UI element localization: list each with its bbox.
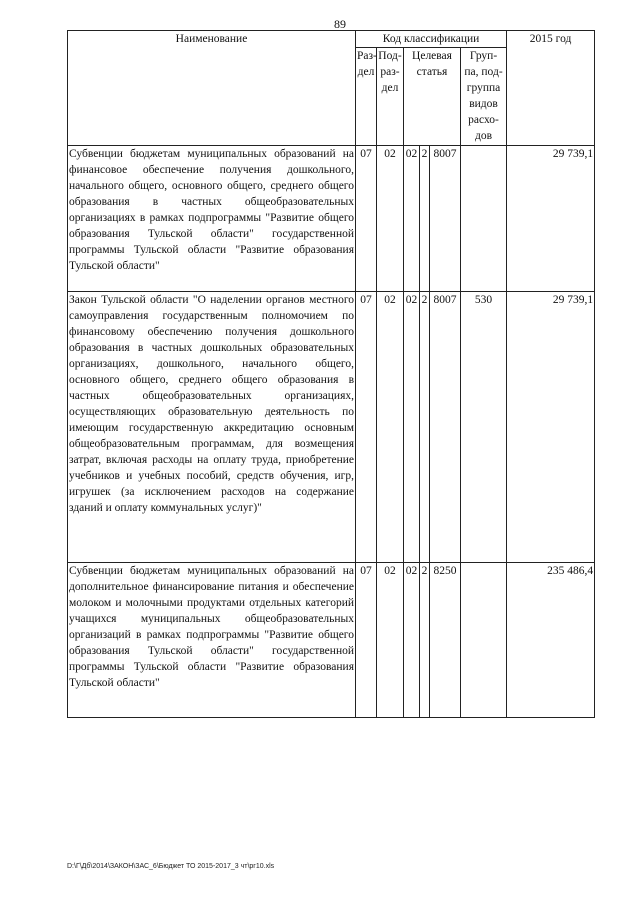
- header-subsection: Под- раз- дел: [377, 48, 404, 146]
- file-path-footer: D:\Г\Дб\2014\ЗАКОН\ЗАС_6\Бюджет ТО 2015-2017_3 чт\рг10.xls: [67, 863, 275, 870]
- page-number: 89: [334, 17, 346, 31]
- header-year: 2015 год: [507, 31, 595, 146]
- header-name: Наименование: [68, 31, 356, 146]
- row-subsection: 02: [377, 146, 404, 292]
- row-target-subprogram: 2: [420, 146, 430, 292]
- row-expense-group: [461, 146, 507, 292]
- table-row: [68, 563, 595, 718]
- header-target-article: Целевая статья: [404, 48, 461, 146]
- table-row: [68, 292, 595, 563]
- row-target-subprogram: 2: [420, 292, 430, 563]
- header-section: Раз- дел: [356, 48, 377, 146]
- row-target-direction: 8250: [430, 563, 461, 718]
- row-expense-group: [461, 563, 507, 718]
- row-target-program: 02: [404, 563, 420, 718]
- row-amount: 235 486,4: [507, 563, 595, 718]
- row-section: 07: [356, 146, 377, 292]
- row-target-direction: 8007: [430, 292, 461, 563]
- header-classification: Код классификации: [356, 31, 507, 48]
- row-target-subprogram: 2: [420, 563, 430, 718]
- table-row: [68, 146, 595, 292]
- row-subsection: 02: [377, 292, 404, 563]
- row-expense-group: 530: [461, 292, 507, 563]
- row-section: 07: [356, 563, 377, 718]
- budget-table: [67, 30, 595, 718]
- header-expense-group: Груп- па, под- группа видов расхо- дов: [461, 48, 507, 146]
- row-subsection: 02: [377, 563, 404, 718]
- row-target-direction: 8007: [430, 146, 461, 292]
- row-amount: 29 739,1: [507, 292, 595, 563]
- row-section: 07: [356, 292, 377, 563]
- row-description: Субвенции бюджетам муниципальных образований на дополнительное финансирование питания и обеспечение молоком и молочными продуктами отдельных категорий учащихся муниципальных общеобразовательных организаций в рамках подпрограммы "Развитие общего образования Тульской области" государственной программы Тульской области "Развитие образования Тульской области": [68, 563, 356, 718]
- row-target-program: 02: [404, 292, 420, 563]
- row-amount: 29 739,1: [507, 146, 595, 292]
- row-description: Субвенции бюджетам муниципальных образований на финансовое обеспечение получения дошкольного, начального общего, основного общего, среднего общего образования в частных общеобразовательных организациях в рамках подпрограммы "Развитие общего образования Тульской области" государственной программы Тульской области "Развитие образования Тульской области": [68, 146, 356, 292]
- row-description: Закон Тульской области "О наделении органов местного самоуправления государственным полномочием по финансовому обеспечению получения дошкольного образования в частных дошкольных образовательных организациях, дошкольного, начального общего, основного общего, среднего общего образования в частных общеобразовательных организациях, осуществляющих образовательную деятельность по имеющим государственную аккредитацию основным общеобразовательным программам, для возмещения затрат, включая расходы на оплату труда, приобретение учебников и учебных пособий, средств обучения, игр, игрушек (за исключением расходов на содержание зданий и оплату коммунальных услуг)": [68, 292, 356, 563]
- row-target-program: 02: [404, 146, 420, 292]
